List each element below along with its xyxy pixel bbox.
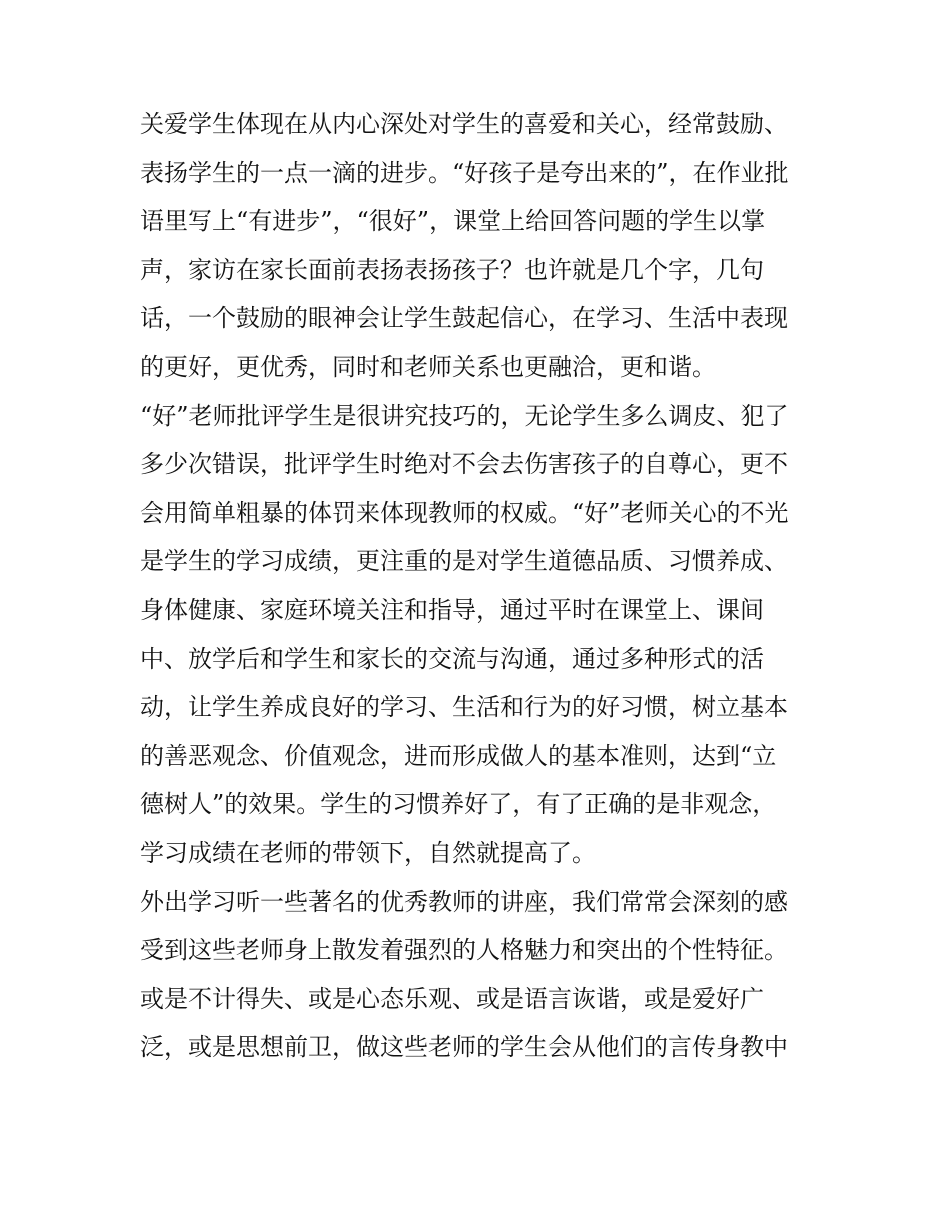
text-line: 多少次错误，批评学生时绝对不会去伤害孩子的自尊心，更不 — [140, 450, 788, 479]
text-line: 的更好，更优秀，同时和老师关系也更融洽，更和谐。 — [140, 352, 716, 381]
text-line: 或是不计得失、或是心态乐观、或是语言诙谐，或是爱好广 — [140, 984, 764, 1013]
text-line: 德树人”的效果。学生的习惯养好了，有了正确的是非观念， — [140, 790, 777, 819]
text-line: 的善恶观念、价值观念，进而形成做人的基本准则，达到“立 — [140, 741, 777, 770]
text-line: 外出学习听一些著名的优秀教师的讲座，我们常常会深刻的感 — [140, 887, 788, 916]
text-line: 表扬学生的一点一滴的进步。“好孩子是夸出来的”，在作业批 — [140, 158, 789, 187]
text-line: 中、放学后和学生和家长的交流与沟通，通过多种形式的活 — [140, 644, 764, 673]
text-line: 关爱学生体现在从内心深处对学生的喜爱和关心，经常鼓励、 — [140, 110, 788, 138]
document-body — [140, 100, 820, 1072]
text-line: 声，家访在家长面前表扬表扬孩子？也许就是几个字，几句 — [140, 255, 764, 284]
text-line: 受到这些老师身上散发着强烈的人格魅力和突出的个性特征。 — [140, 936, 788, 965]
text-line: 动，让学生养成良好的学习、生活和行为的好习惯，树立基本 — [140, 693, 788, 722]
paragraph-caring-students — [140, 100, 820, 392]
text-line: 语里写上“有进步”，“很好”，课堂上给回答问题的学生以掌 — [140, 207, 766, 236]
text-line: 身体健康、家庭环境关注和指导，通过平时在课堂上、课间 — [140, 595, 764, 624]
text-line: 话，一个鼓励的眼神会让学生鼓起信心，在学习、生活中表现 — [140, 304, 788, 333]
text-line: 是学生的学习成绩，更注重的是对学生道德品质、习惯养成、 — [140, 547, 788, 576]
text-line: 泛，或是思想前卫，做这些老师的学生会从他们的言传身教中 — [140, 1033, 788, 1062]
paragraph-outstanding-teachers — [140, 878, 820, 1072]
paragraph-criticism-skills — [140, 392, 820, 878]
text-line: “好”老师批评学生是很讲究技巧的，无论学生多么调皮、犯了 — [140, 401, 789, 430]
text-line: 会用简单粗暴的体罚来体现教师的权威。“好”老师关心的不光 — [140, 498, 789, 527]
text-line: 学习成绩在老师的带领下，自然就提高了。 — [140, 838, 596, 867]
